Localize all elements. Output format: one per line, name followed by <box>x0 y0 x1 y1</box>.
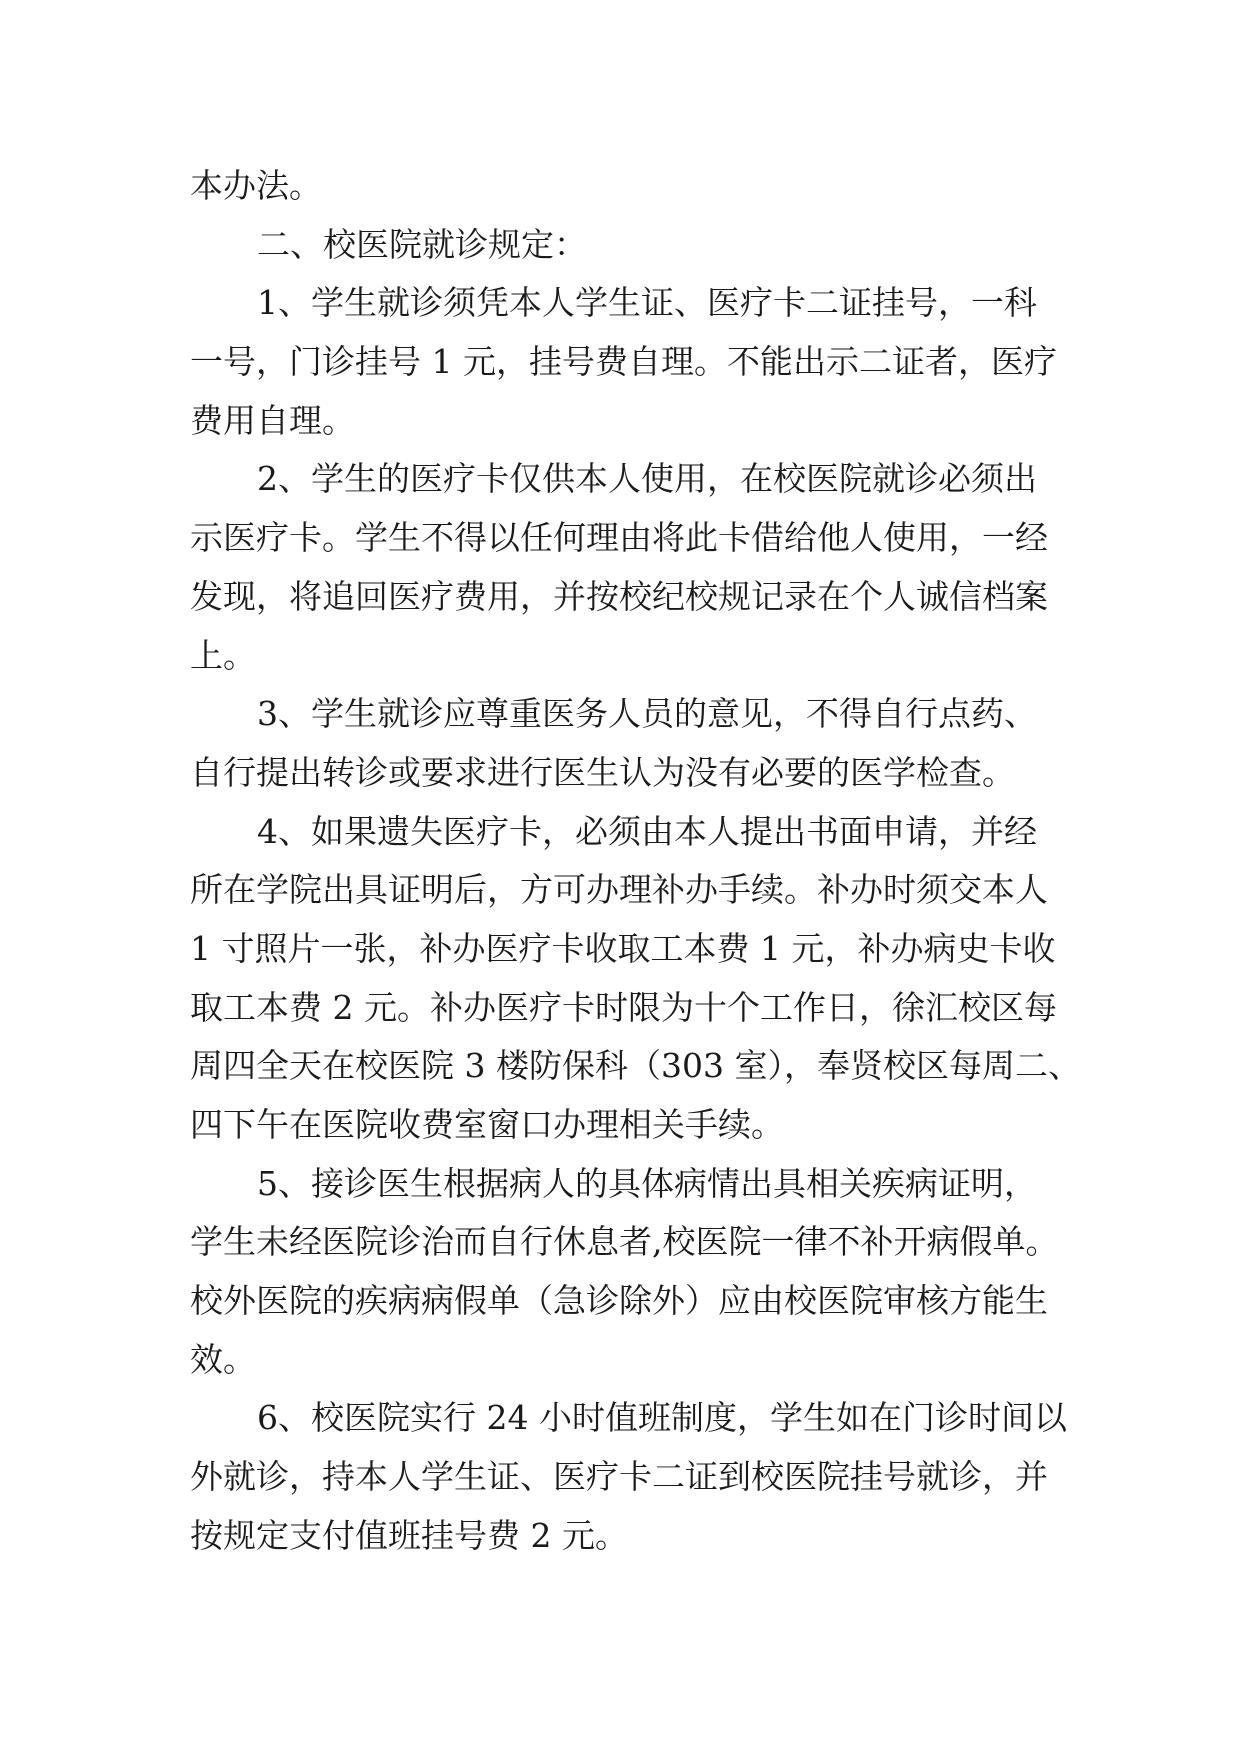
document-body <box>190 157 1090 1566</box>
rule-item-1 <box>190 274 1090 450</box>
paragraph-line: 6、校医院实行 24 小时值班制度，学生如在门诊时间以 <box>257 1398 1067 1438</box>
paragraph-line: 本办法。 <box>190 166 322 205</box>
paragraph-line: 所在学院出具证明后，方可办理补办手续。补办时须交本人 <box>190 870 1048 910</box>
paragraph-line: 1 寸照片一张，补办医疗卡收取工本费 1 元，补办病史卡收 <box>190 928 1056 968</box>
paragraph-line: 5、接诊医生根据病人的具体病情出具相关疾病证明， <box>257 1163 1037 1203</box>
rule-item-5 <box>190 1155 1090 1390</box>
heading-line: 二、校医院就诊规定： <box>257 224 587 264</box>
paragraph-line: 学生未经医院诊治而自行休息者,校医院一律不补开病假单。 <box>190 1222 1059 1262</box>
paragraph-line: 3、学生就诊应尊重医务人员的意见，不得自行点药、 <box>257 694 1037 734</box>
paragraph-line: 一号，门诊挂号 1 元，挂号费自理。不能出示二证者，医疗 <box>190 342 1057 382</box>
paragraph-line: 费用自理。 <box>190 400 355 440</box>
paragraph-line: 取工本费 2 元。补办医疗卡时限为十个工作日，徐汇校区每 <box>190 987 1057 1027</box>
section-heading <box>190 216 1090 275</box>
paragraph-line: 2、学生的医疗卡仅供本人使用，在校医院就诊必须出 <box>257 459 1037 499</box>
rule-item-3 <box>190 685 1090 802</box>
rule-item-2 <box>190 450 1090 685</box>
paragraph-line: 上。 <box>190 635 256 675</box>
paragraph-line: 四下午在医院收费室窗口办理相关手续。 <box>190 1105 784 1144</box>
paragraph-line: 自行提出转诊或要求进行医生认为没有必要的医学检查。 <box>190 752 1015 792</box>
paragraph-line: 周四全天在校医院 3 楼防保科（303 室），奉贤校区每周二、 <box>190 1046 1081 1086</box>
paragraph-line: 1、学生就诊须凭本人学生证、医疗卡二证挂号，一科 <box>257 283 1037 323</box>
paragraph-line: 校外医院的疾病病假单（急诊除外）应由校医院审核方能生 <box>190 1281 1048 1321</box>
paragraph-continuation <box>190 157 1090 216</box>
paragraph-line: 4、如果遗失医疗卡，必须由本人提出书面申请，并经 <box>257 811 1037 851</box>
paragraph-line: 按规定支付值班挂号费 2 元。 <box>190 1515 628 1555</box>
rule-item-4 <box>190 803 1090 1155</box>
paragraph-line: 效。 <box>190 1339 256 1379</box>
paragraph-line: 示医疗卡。学生不得以任何理由将此卡借给他人使用，一经 <box>190 518 1048 558</box>
rule-item-6 <box>190 1389 1090 1565</box>
paragraph-line: 外就诊，持本人学生证、医疗卡二证到校医院挂号就诊，并 <box>190 1457 1048 1497</box>
paragraph-line: 发现，将追回医疗费用，并按校纪校规记录在个人诚信档案 <box>190 576 1048 616</box>
